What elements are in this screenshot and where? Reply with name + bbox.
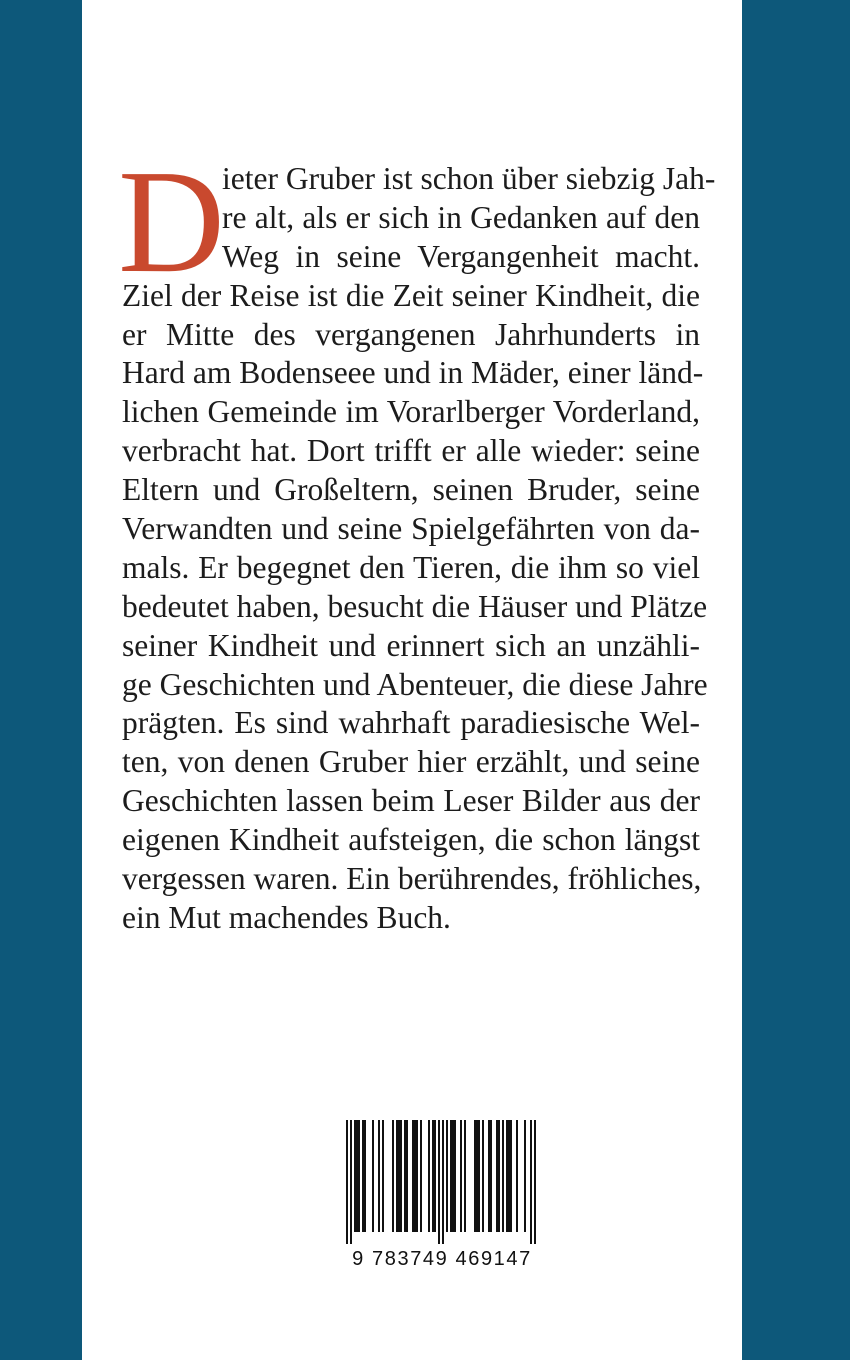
barcode-bar — [404, 1120, 406, 1232]
barcode-bar — [362, 1120, 364, 1232]
barcode-bar — [346, 1120, 348, 1244]
barcode-bar — [354, 1120, 356, 1232]
barcode-bar — [412, 1120, 414, 1232]
left-color-band — [0, 0, 82, 1360]
blurb-line: eigenen Kindheit aufsteigen, die schon längst — [122, 822, 700, 858]
blurb-line: prägten. Es sind wahrhaft paradiesische Wel- — [122, 705, 700, 741]
barcode-bar — [392, 1120, 394, 1232]
barcode-bar — [452, 1120, 454, 1232]
barcode-bar — [364, 1120, 366, 1232]
barcode-bar — [464, 1120, 466, 1232]
barcode-bar — [488, 1120, 490, 1232]
blurb-line: ge Geschichten und Abenteuer, die diese Jahre — [122, 666, 708, 702]
barcode-bar — [490, 1120, 492, 1232]
isbn-barcode — [326, 1118, 558, 1278]
barcode-bar — [356, 1120, 358, 1232]
barcode-bar — [414, 1120, 416, 1232]
blurb-line: seiner Kindheit und erinnert sich an unzähli- — [122, 627, 700, 663]
blurb-text — [122, 160, 716, 938]
barcode-bar — [454, 1120, 456, 1232]
barcode-bar — [378, 1120, 380, 1232]
barcode-bar — [510, 1120, 512, 1232]
barcode-bar — [446, 1120, 448, 1232]
barcode-bar — [508, 1120, 510, 1232]
barcode-bar — [442, 1120, 444, 1244]
barcode-bar — [498, 1120, 500, 1232]
back-cover — [82, 0, 742, 1360]
barcode-bar — [416, 1120, 418, 1232]
barcode-bar — [502, 1120, 504, 1232]
barcode-bar — [372, 1120, 374, 1232]
barcode-bar — [432, 1120, 434, 1232]
blurb-line: Hard am Bodenseee und in Mäder, einer länd- — [122, 355, 704, 391]
barcode-bar — [478, 1120, 480, 1232]
barcode-bars — [326, 1118, 558, 1246]
drop-cap: D — [118, 140, 225, 304]
isbn-number: 9 783749 469147 — [352, 1248, 532, 1270]
barcode-bar — [434, 1120, 436, 1232]
blurb-line: Eltern und Großeltern, seinen Bruder, seine — [122, 472, 700, 508]
blurb-line: ieter Gruber ist schon über siebzig Jah- — [222, 161, 716, 196]
blurb-line: ten, von denen Gruber hier erzählt, und seine — [122, 744, 700, 780]
blurb-line: verbracht hat. Dort trifft er alle wieder: seine — [122, 433, 700, 469]
blurb-line: vergessen waren. Ein berührendes, fröhliches, — [122, 861, 702, 897]
barcode-bar — [438, 1120, 440, 1244]
barcode-bar — [534, 1120, 536, 1244]
blurb-line: ein Mut machendes Buch. — [122, 899, 451, 935]
barcode-bar — [496, 1120, 498, 1232]
barcode-bar — [400, 1120, 402, 1232]
barcode-bar — [350, 1120, 352, 1244]
blurb-line: lichen Gemeinde im Vorarlberger Vorderland, — [122, 394, 700, 430]
barcode-bar — [420, 1120, 422, 1232]
barcode-bar — [482, 1120, 484, 1232]
barcode-bar — [382, 1120, 384, 1232]
blurb-line: Weg in seine Vergangenheit macht. — [222, 238, 700, 274]
barcode-bar — [406, 1120, 408, 1232]
barcode-bar — [460, 1120, 462, 1232]
right-color-band — [742, 0, 850, 1360]
blurb-line: er Mitte des vergangenen Jahrhunderts in — [122, 316, 700, 352]
blurb-line: re alt, als er sich in Gedanken auf den — [222, 199, 700, 235]
blurb-line: bedeutet haben, besucht die Häuser und Plätze — [122, 588, 708, 624]
barcode-bar — [530, 1120, 532, 1244]
blurb-line: Verwandten und seine Spielgefährten von da- — [122, 511, 700, 547]
barcode-bar — [428, 1120, 430, 1232]
barcode-bar — [506, 1120, 508, 1232]
barcode-bar — [450, 1120, 452, 1232]
barcode-bar — [524, 1120, 526, 1232]
blurb-line: Ziel der Reise ist die Zeit seiner Kindheit, die — [122, 277, 700, 313]
barcode-bar — [474, 1120, 476, 1232]
blurb-line: Geschichten lassen beim Leser Bilder aus der — [122, 783, 700, 819]
barcode-bar — [358, 1120, 360, 1232]
barcode-bar — [396, 1120, 398, 1232]
barcode-bar — [476, 1120, 478, 1232]
barcode-bar — [398, 1120, 400, 1232]
blurb-line: mals. Er begegnet den Tieren, die ihm so viel — [122, 549, 700, 585]
barcode-bar — [516, 1120, 518, 1232]
